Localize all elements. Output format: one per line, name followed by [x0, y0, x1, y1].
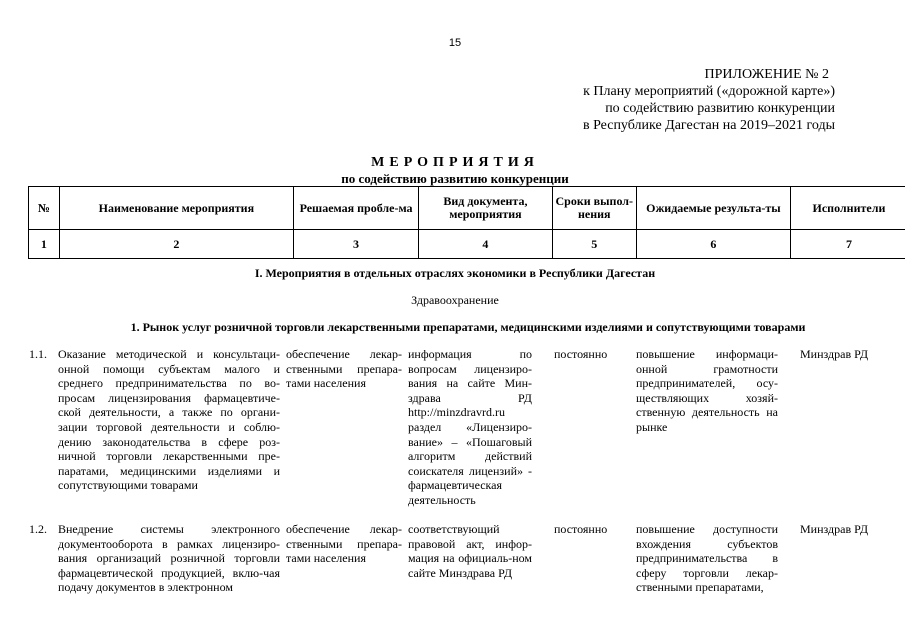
row-problem: обеспечение лекар-ственными препара-тами населения: [286, 347, 402, 391]
subsection-title: Здравоохранение: [411, 293, 499, 307]
column-number: 4: [419, 230, 552, 259]
header-row: [29, 187, 905, 230]
header-problem: Решаемая пробле-ма: [293, 187, 418, 230]
section-title: I. Мероприятия в отдельных отраслях экономики в Республики Дагестан: [254, 266, 656, 280]
header-result: Ожидаемые результа-ты: [636, 187, 790, 230]
row-result: повышение информаци-онной грамотности предпринимателей, осу-ществляющих хозяй-ственную деятельность на рынке: [636, 347, 778, 434]
measures-table-header: [28, 186, 905, 259]
row-term: постоянно: [554, 522, 608, 536]
header-number: №: [29, 187, 60, 230]
row-problem: обеспечение лекар-ственными препара-тами населения: [286, 522, 402, 566]
header-executor: Исполнители: [790, 187, 905, 230]
column-number: 2: [59, 230, 293, 259]
row-number: 1.2.: [29, 522, 47, 536]
header-document: Вид документа, мероприятия: [419, 187, 552, 230]
row-measure-name: Внедрение системы электронного документооборота в рамках лицензиро-вания организаций розничной торговли фармацевтической продукцией, вклю-чая подачу документов в электронном: [58, 522, 280, 595]
column-number: 1: [29, 230, 60, 259]
market-title: 1. Рынок услуг розничной торговли лекарственными препаратами, медицинскими изделиями и сопутствующими товарами: [130, 320, 806, 334]
column-number: 6: [636, 230, 790, 259]
header-term: Сроки выпол-нения: [552, 187, 636, 230]
column-number: 7: [790, 230, 905, 259]
row-measure-name: Оказание методической и консультаци-онной помощи субъектам малого и среднего предпринимательства по во-просам лицензирования фармацевтиче-ской деятельности, а также по органи-зации торговой деятельности и соблю-дению законодательства в сфере роз-ничной торговли лекарственными пре-паратами, медицинскими изделиями и сопутствующими товарами: [58, 347, 280, 493]
document-subtitle: по содействию развитию конкуренции: [341, 171, 569, 186]
page-number: 15: [448, 37, 462, 49]
appendix-line-3: по содействию развитию конкуренции: [605, 101, 835, 116]
document-title: МЕРОПРИЯТИЯ: [371, 155, 539, 170]
column-number: 3: [293, 230, 418, 259]
row-executor: Минздрав РД: [800, 347, 869, 361]
row-term: постоянно: [554, 347, 608, 361]
appendix-line-4: в Республике Дагестан на 2019–2021 годы: [582, 118, 835, 133]
appendix-block: [583, 66, 835, 134]
column-number-row: [29, 230, 905, 259]
appendix-line-1: ПРИЛОЖЕНИЕ № 2: [704, 67, 829, 82]
row-document: соответствующий правовой акт, инфор-мация на официаль-ном сайте Минздрава РД: [408, 522, 532, 580]
row-number: 1.1.: [29, 347, 47, 361]
header-measure-name: Наименование мероприятия: [59, 187, 293, 230]
row-result: повышение доступности вхождения субъектов предпринимательства в сферу торговли лекар-ственными препаратами,: [636, 522, 778, 595]
column-number: 5: [552, 230, 636, 259]
row-document: информация по вопросам лицензиро-вания на сайте Мин-здрава РД http://minzdravrd.ru раздел «Лицензиро-вание» – «Пошаговый алгоритм действий соискателя лицензий» - фармацевтическая деятельность: [408, 347, 532, 507]
appendix-line-2: к Плану мероприятий («дорожной карте»): [583, 84, 835, 99]
row-executor: Минздрав РД: [800, 522, 869, 536]
